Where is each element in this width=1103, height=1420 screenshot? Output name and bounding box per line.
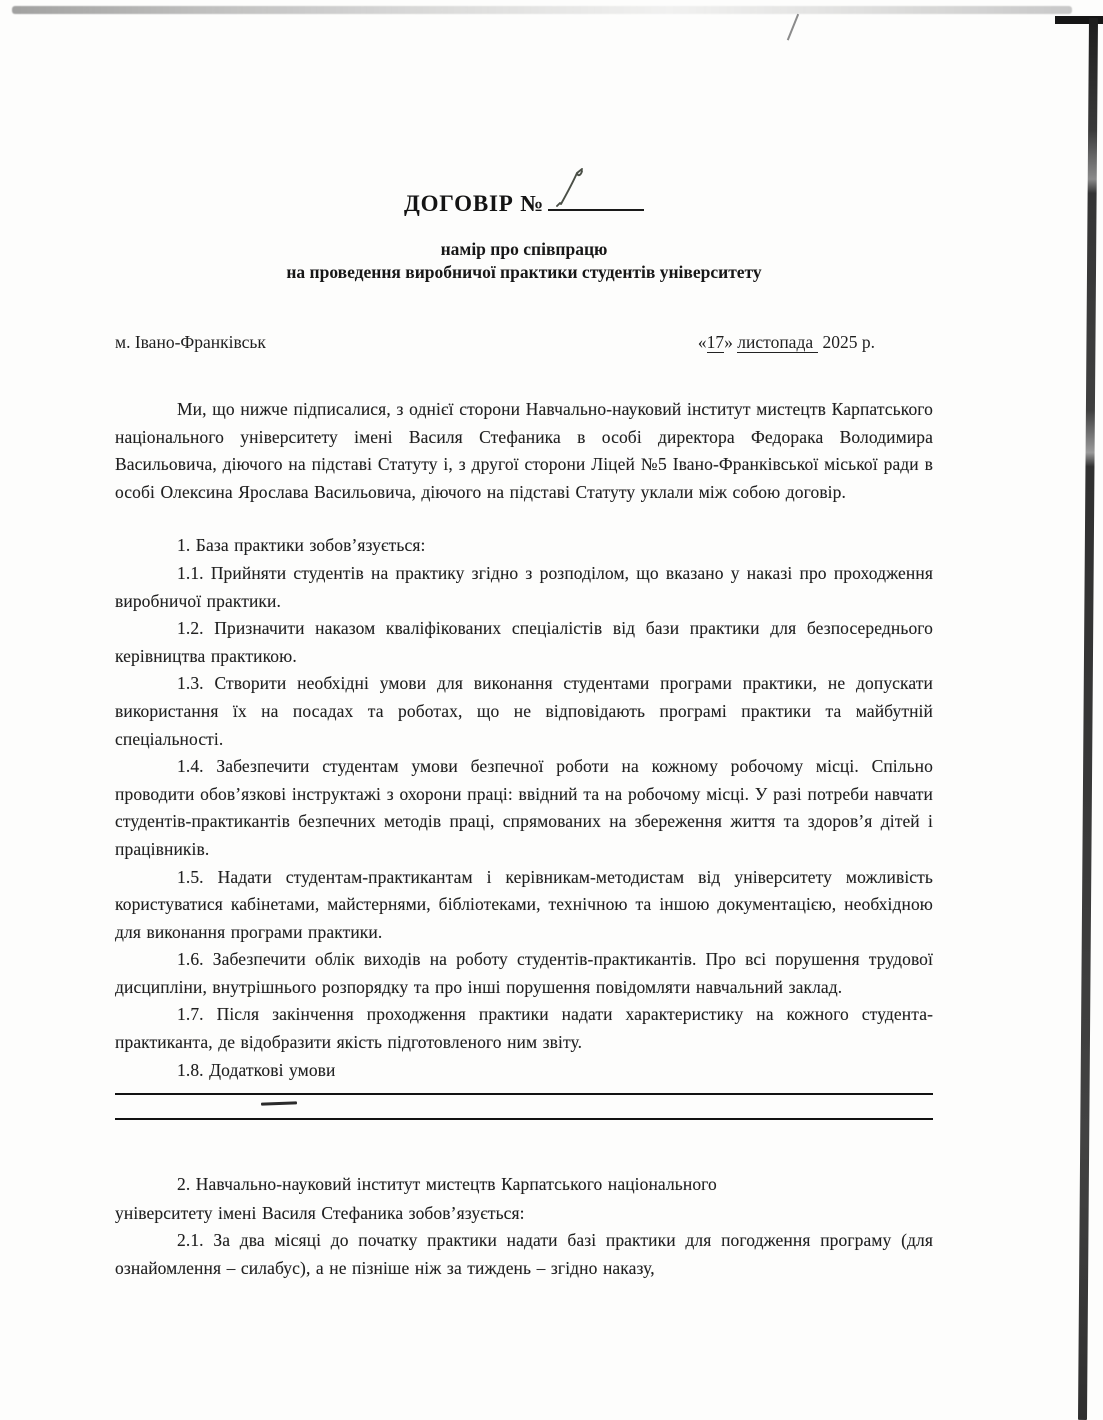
clause-1-3: 1.3. Створити необхідні умови для виконання студентами програми практики, не допускати використання їх на посадах та роботах, що не відповідають програмі практики та майбутній спеціальності. bbox=[115, 673, 933, 749]
clause-1-8: 1.8. Додаткові умови bbox=[177, 1059, 336, 1080]
document-subtitle bbox=[115, 238, 933, 283]
document-title-row bbox=[115, 186, 933, 217]
clause-1-2: 1.2. Призначити наказом кваліфікованих спеціалістів від бази практики для безпосереднього керівництва практикою. bbox=[115, 618, 933, 666]
section1-heading: 1. База практики зобов’язується: bbox=[177, 535, 426, 556]
date-label bbox=[698, 332, 875, 353]
handwritten-number-icon bbox=[556, 168, 590, 208]
blank-rule-2 bbox=[115, 1118, 933, 1120]
contract-number-line bbox=[548, 186, 644, 211]
handwritten-dash bbox=[261, 1102, 297, 1106]
clause-1-4: 1.4. Забезпечити студентам умови безпечної роботи на кожному робочому місці. Спільно проводити обов’язкові інструктажі з охорони праці: ввідний та на робочому місці. У разі потреби навчати студентів-практикантів безпечних методів праці, спрямованих на збереження життя та здоров’я дітей і працівників. bbox=[115, 756, 933, 859]
clause-1-5: 1.5. Надати студентам-практикантам і керівникам-методистам від університету можливість користуватися кабінетами, майстернями, бібліотеками, технічною та іншою документацією, необхідною для виконання програми практики. bbox=[115, 866, 933, 942]
scan-artifact-right-edge bbox=[1078, 18, 1098, 1420]
place-and-date-row bbox=[115, 332, 933, 353]
subtitle-line-1: намір про співпрацю bbox=[440, 239, 608, 259]
blank-rule-1 bbox=[115, 1093, 933, 1095]
clause-2-1: 2.1. За два місяці до початку практики надати базі практики для погодження програму (для ознайомлення – силабус), а не пізніше ніж за тиждень – згідно наказу, bbox=[115, 1230, 933, 1278]
section2-heading-line-2: університету імені Василя Стефаника зобов’язується: bbox=[115, 1202, 525, 1223]
document-title: ДОГОВІР № bbox=[403, 191, 545, 216]
additional-terms-blank-lines bbox=[115, 1093, 933, 1133]
clause-1-6: 1.6. Забезпечити облік виходів на роботу студентів-практикантів. Про всі порушення трудової дисципліни, внутрішнього розпорядку та про інші порушення повідомляти навчальний заклад. bbox=[115, 949, 933, 997]
date-close-quote: » bbox=[724, 332, 733, 352]
place-label: м. Івано-Франківськ bbox=[115, 332, 266, 352]
date-year: 2025 р. bbox=[822, 332, 875, 352]
date-open-quote: « bbox=[697, 332, 707, 352]
date-day: 17 bbox=[706, 332, 725, 352]
document-body bbox=[115, 0, 933, 1282]
clause-1-1: 1.1. Прийняти студентів на практику згідно з розподілом, що вказано у наказі про проходження виробничої практики. bbox=[115, 562, 933, 611]
date-month: листопада bbox=[737, 332, 818, 353]
intro-paragraph: Ми, що нижче підписалися, з однієї сторони Навчально-науковий інститут мистецтв Карпатського національного університету імені Василя Стефаника в особі директора Федорака Володимира Васильовича, діючого на підставі Статуту і, з другої сторони Ліцей №5 Івано-Франківської міської ради в особі Олексина Ярослава Васильовича, діючого на підставі Статуту уклали між собою договір. bbox=[115, 399, 933, 502]
section2-heading-line-1: 2. Навчально-науковий інститут мистецтв Карпатського національного bbox=[177, 1174, 717, 1195]
clause-1-7: 1.7. Після закінчення проходження практики надати характеристику на кожного студента-практиканта, де відобразити якість підготовленого ним звіту. bbox=[115, 1004, 933, 1053]
subtitle-line-2: на проведення виробничої практики студентів університету bbox=[286, 261, 762, 282]
section2-heading bbox=[115, 1170, 933, 1227]
